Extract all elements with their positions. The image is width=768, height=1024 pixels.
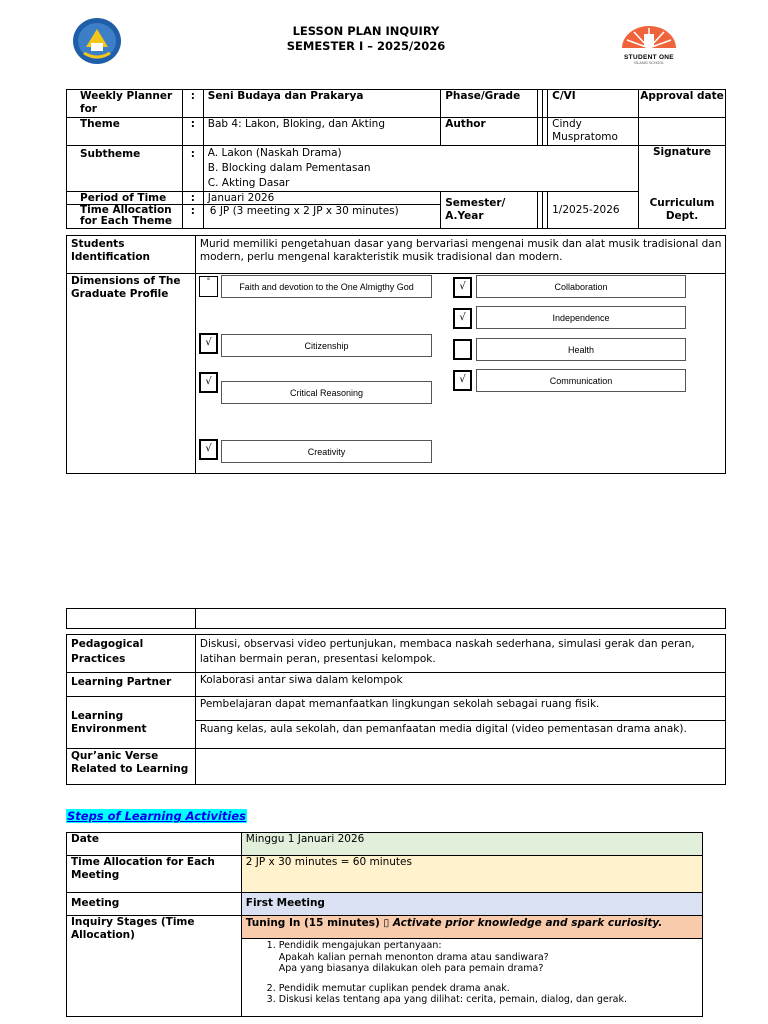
dimension-creativity: Creativity bbox=[221, 440, 432, 463]
check-mark: √ bbox=[205, 337, 212, 348]
dimension-faith: Faith and devotion to the One Almigthy God bbox=[221, 275, 432, 298]
step-1-line-3: Apa yang biasanya dilakukan oleh para pemain drama? bbox=[278, 963, 544, 974]
checkbox-independence[interactable] bbox=[453, 308, 472, 329]
students-label: Students Identification bbox=[67, 236, 196, 274]
period-label: Period of Time bbox=[67, 192, 183, 205]
dimensions-label: Dimensions of The Graduate Profile bbox=[67, 274, 196, 474]
meeting-value: First Meeting bbox=[241, 893, 702, 916]
tuning-in-steps bbox=[242, 939, 702, 1006]
weekly-planner-label: Weekly Planner for bbox=[67, 90, 183, 118]
weekly-planner-value: Seni Budaya dan Prakarya bbox=[203, 90, 440, 118]
quran-label: Qur’anic Verse Related to Learning bbox=[67, 749, 196, 785]
colon: : bbox=[182, 205, 203, 229]
date-value: Minggu 1 Januari 2026 bbox=[241, 833, 702, 856]
semester-label: Semester/ A.Year bbox=[441, 192, 538, 229]
theme-value: Bab 4: Lakon, Bloking, dan Akting bbox=[203, 118, 440, 146]
checkbox-critical-reasoning[interactable] bbox=[199, 372, 218, 393]
environment-value-2: Ruang kelas, aula sekolah, dan pemanfaatan media digital (video pementasan drama anak). bbox=[195, 721, 725, 749]
period-value: Januari 2026 bbox=[203, 192, 440, 205]
practices-label: Pedagogical Practices bbox=[67, 635, 196, 673]
dimension-citizenship: Citizenship bbox=[221, 334, 432, 357]
signature-label: Signature bbox=[639, 146, 726, 192]
environment-label: Learning Environment bbox=[67, 697, 196, 749]
check-mark: √ bbox=[205, 443, 212, 454]
check-mark: ° bbox=[206, 277, 211, 285]
quran-value bbox=[195, 749, 725, 785]
list-item: 2. Pendidik memutar cuplikan pendek drama anak. bbox=[279, 983, 702, 995]
checkbox-collaboration[interactable] bbox=[453, 277, 472, 298]
step-1-line-2: Apakah kalian pernah menonton drama atau sandiwara? bbox=[278, 951, 549, 963]
check-mark: √ bbox=[459, 281, 466, 292]
pedagogy-table bbox=[66, 634, 726, 785]
subtheme-label: Subtheme bbox=[67, 146, 183, 192]
right-logo-text: STUDENT ONE bbox=[624, 54, 674, 61]
approval-label: Approval date bbox=[639, 90, 726, 118]
list-item: 3. Diskusi kelas tentang apa yang dilihat: cerita, pemain, dialog, dan gerak. bbox=[279, 994, 702, 1006]
right-logo-subtext: ISLAMIC SCHOOL bbox=[634, 61, 664, 65]
alloc-value: 2 JP x 30 minutes = 60 minutes bbox=[241, 856, 702, 893]
author-value: Cindy Muspratomo bbox=[548, 118, 639, 146]
colon: : bbox=[182, 90, 203, 118]
colon: : bbox=[182, 192, 203, 205]
subtheme-list bbox=[203, 146, 638, 192]
subtheme-a: A. Lakon (Naskah Drama) bbox=[207, 147, 342, 159]
dimension-independence: Independence bbox=[476, 306, 686, 329]
colon: : bbox=[182, 118, 203, 146]
semester-value: 1/2025-2026 bbox=[548, 192, 639, 229]
steps-table bbox=[66, 832, 703, 1017]
tuning-in-title: Tuning In (15 minutes) ▯ bbox=[245, 917, 393, 929]
author-label: Author bbox=[441, 118, 538, 146]
inquiry-label: Inquiry Stages (Time Allocation) bbox=[67, 916, 242, 1017]
inquiry-content bbox=[241, 916, 702, 1017]
partner-label: Learning Partner bbox=[67, 673, 196, 697]
curriculum-label: Curriculum Dept. bbox=[639, 192, 726, 229]
step-1-line-1: 1. Pendidik mengajukan pertanyaan: bbox=[278, 940, 442, 951]
partner-value: Kolaborasi antar siwa dalam kelompok bbox=[195, 673, 725, 697]
alloc-label: Time Allocation for Each Meeting bbox=[67, 856, 242, 893]
checkbox-creativity[interactable] bbox=[199, 439, 218, 460]
students-value: Murid memiliki pengetahuan dasar yang bervariasi mengenai musik dan alat musik tradisional dan modern, perlu mengenal karakteristik musik tradisional dan modern. bbox=[195, 236, 725, 274]
check-mark: √ bbox=[205, 376, 212, 387]
checkbox-communication[interactable] bbox=[453, 370, 472, 391]
dimension-health: Health bbox=[476, 338, 686, 361]
colon: : bbox=[182, 146, 203, 192]
check-mark: √ bbox=[459, 374, 466, 385]
checkbox-faith[interactable] bbox=[199, 276, 218, 297]
date-label: Date bbox=[67, 833, 242, 856]
steps-title: Steps of Learning Activities bbox=[67, 809, 247, 823]
right-logo bbox=[618, 22, 680, 65]
phase-value: C/VI bbox=[548, 90, 639, 118]
header-title-line1: LESSON PLAN INQUIRY bbox=[292, 24, 440, 38]
practices-value: Diskusi, observasi video pertunjukan, membaca naskah sederhana, simulasi gerak dan peran, latihan bermain peran, presentasi kelompok. bbox=[195, 635, 725, 673]
dimension-collaboration: Collaboration bbox=[476, 275, 686, 298]
time-alloc-value: 6 JP (3 meeting x 2 JP x 30 minutes) bbox=[203, 205, 440, 229]
info-table bbox=[66, 89, 726, 229]
dimension-communication: Communication bbox=[476, 369, 686, 392]
environment-value-1: Pembelajaran dapat memanfaatkan lingkungan sekolah sebagai ruang fisik. bbox=[195, 697, 725, 721]
phase-label: Phase/Grade bbox=[441, 90, 538, 118]
tuning-in-goal: Activate prior knowledge and spark curiosity. bbox=[392, 917, 663, 929]
header-title-line2: SEMESTER I – 2025/2026 bbox=[286, 39, 446, 53]
tuning-in-bar bbox=[242, 916, 702, 939]
checkbox-health[interactable] bbox=[453, 339, 472, 360]
list-item bbox=[279, 940, 702, 983]
meeting-label: Meeting bbox=[67, 893, 242, 916]
checkbox-citizenship[interactable] bbox=[199, 333, 218, 354]
theme-label: Theme bbox=[67, 118, 183, 146]
subtheme-c: C. Akting Dasar bbox=[207, 177, 290, 189]
subtheme-b: B. Blocking dalam Pementasan bbox=[207, 162, 371, 174]
empty-row-table bbox=[66, 608, 726, 629]
check-mark: √ bbox=[459, 312, 466, 323]
dimension-critical-reasoning: Critical Reasoning bbox=[221, 381, 432, 404]
time-alloc-label: Time Allocation for Each Theme bbox=[67, 205, 183, 229]
